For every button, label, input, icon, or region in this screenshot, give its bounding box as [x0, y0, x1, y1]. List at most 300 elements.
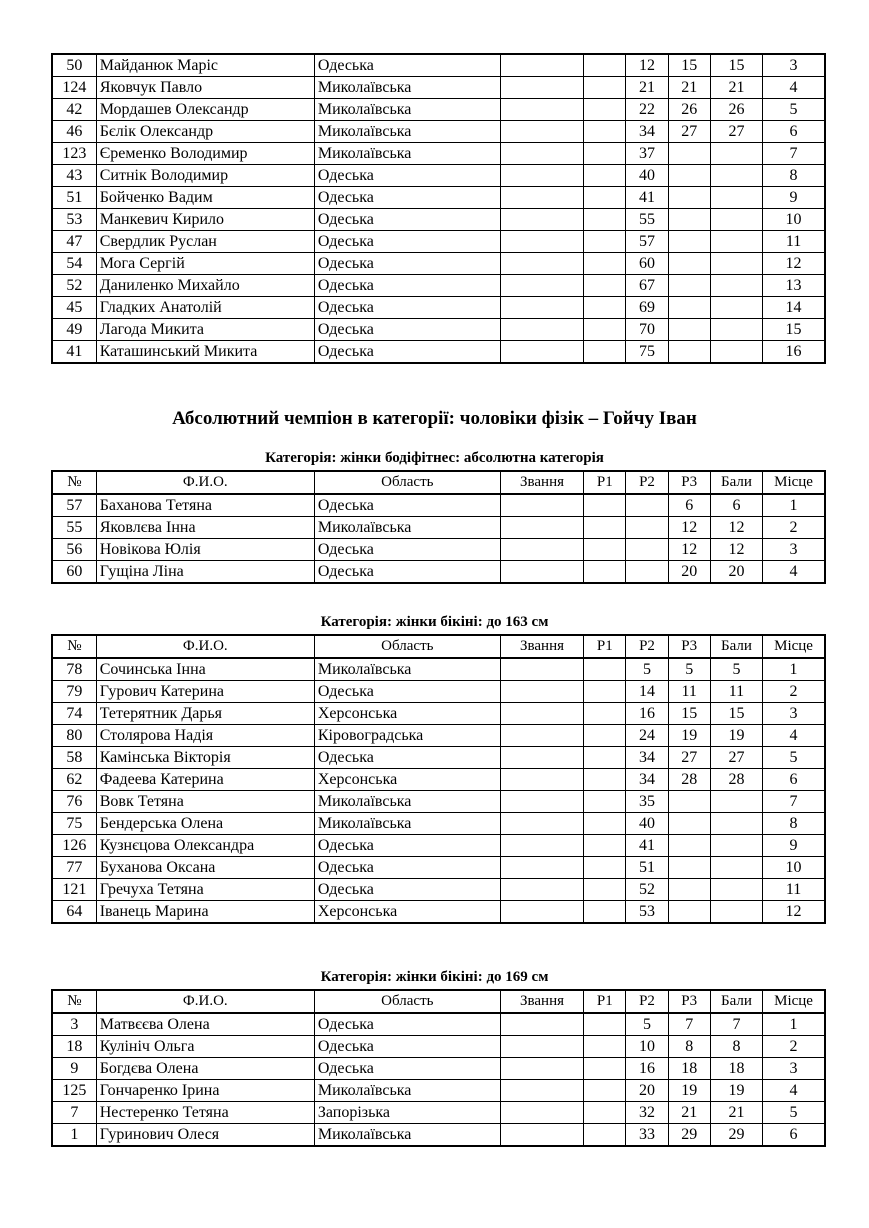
- cell-rank: [500, 813, 583, 835]
- cell-region: Одеська: [314, 879, 500, 901]
- cell-name: Матвєєва Олена: [96, 1013, 314, 1036]
- cell-r3: 15: [668, 54, 710, 77]
- cell-r2: 10: [626, 1036, 668, 1058]
- cell-name: Вовк Тетяна: [96, 791, 314, 813]
- table-row: [52, 561, 825, 584]
- cell-place: 4: [763, 561, 825, 584]
- cell-number: 53: [52, 209, 96, 231]
- cell-place: 3: [763, 703, 825, 725]
- header-r3: Р3: [668, 635, 710, 658]
- cell-points: 15: [710, 703, 762, 725]
- cell-region: Миколаївська: [314, 121, 500, 143]
- cell-region: Миколаївська: [314, 658, 500, 681]
- cell-region: Одеська: [314, 1036, 500, 1058]
- table-row: [52, 725, 825, 747]
- cell-rank: [500, 121, 583, 143]
- cell-r3: 28: [668, 769, 710, 791]
- cell-r3: 21: [668, 77, 710, 99]
- cell-number: 3: [52, 1013, 96, 1036]
- cell-r1: [584, 54, 626, 77]
- cell-r1: [584, 99, 626, 121]
- cell-region: Миколаївська: [314, 99, 500, 121]
- cell-region: Херсонська: [314, 769, 500, 791]
- cell-number: 56: [52, 539, 96, 561]
- cell-rank: [500, 1036, 583, 1058]
- cell-r3: [668, 253, 710, 275]
- cell-place: 4: [763, 1080, 825, 1102]
- table-row: [52, 99, 825, 121]
- cell-region: Миколаївська: [314, 77, 500, 99]
- cell-rank: [500, 1124, 583, 1147]
- table-row: [52, 187, 825, 209]
- cell-r2: 41: [626, 187, 668, 209]
- cell-number: 79: [52, 681, 96, 703]
- cell-number: 124: [52, 77, 96, 99]
- cell-place: 11: [763, 879, 825, 901]
- cell-r1: [584, 1036, 626, 1058]
- cell-r3: 8: [668, 1036, 710, 1058]
- cell-number: 121: [52, 879, 96, 901]
- cell-r3: [668, 901, 710, 924]
- cell-name: Мога Сергій: [96, 253, 314, 275]
- cell-r1: [584, 703, 626, 725]
- header-number: №: [52, 990, 96, 1013]
- cell-number: 18: [52, 1036, 96, 1058]
- cell-rank: [500, 209, 583, 231]
- cell-name: Гончаренко Ірина: [96, 1080, 314, 1102]
- table-row: [52, 1013, 825, 1036]
- header-r1: Р1: [584, 990, 626, 1013]
- results-table-bikini-163: [51, 634, 826, 924]
- cell-number: 76: [52, 791, 96, 813]
- cell-place: 1: [763, 494, 825, 517]
- cell-points: [710, 319, 762, 341]
- cell-r2: 75: [626, 341, 668, 364]
- header-region: Область: [314, 635, 500, 658]
- cell-rank: [500, 297, 583, 319]
- header-rank: Звання: [500, 990, 583, 1013]
- table-header-row: [52, 635, 825, 658]
- cell-points: 5: [710, 658, 762, 681]
- cell-place: 8: [763, 813, 825, 835]
- cell-number: 50: [52, 54, 96, 77]
- cell-r1: [584, 1102, 626, 1124]
- cell-place: 3: [763, 1058, 825, 1080]
- cell-points: 27: [710, 747, 762, 769]
- cell-region: Миколаївська: [314, 1080, 500, 1102]
- cell-r3: [668, 297, 710, 319]
- table-row: [52, 297, 825, 319]
- results-table-bikini-169: [51, 989, 826, 1147]
- cell-number: 123: [52, 143, 96, 165]
- cell-place: 5: [763, 747, 825, 769]
- cell-r2: [626, 561, 668, 584]
- cell-name: Гурович Катерина: [96, 681, 314, 703]
- cell-r3: 19: [668, 725, 710, 747]
- cell-region: Миколаївська: [314, 143, 500, 165]
- cell-place: 2: [763, 517, 825, 539]
- table-row: [52, 143, 825, 165]
- cell-r3: 12: [668, 539, 710, 561]
- cell-r2: 33: [626, 1124, 668, 1147]
- cell-number: 45: [52, 297, 96, 319]
- cell-points: 8: [710, 1036, 762, 1058]
- cell-number: 75: [52, 813, 96, 835]
- cell-r2: 69: [626, 297, 668, 319]
- table-header-row: [52, 990, 825, 1013]
- cell-region: Запорізька: [314, 1102, 500, 1124]
- cell-rank: [500, 77, 583, 99]
- cell-name: Яковчук Павло: [96, 77, 314, 99]
- cell-r3: [668, 187, 710, 209]
- cell-r2: 67: [626, 275, 668, 297]
- cell-name: Гущіна Ліна: [96, 561, 314, 584]
- cell-name: Сочинська Інна: [96, 658, 314, 681]
- cell-name: Бойченко Вадим: [96, 187, 314, 209]
- category-title-bikini-163: Категорія: жінки бікіні: до 163 см: [320, 614, 549, 630]
- cell-rank: [500, 253, 583, 275]
- cell-r1: [584, 275, 626, 297]
- cell-points: [710, 231, 762, 253]
- cell-place: 8: [763, 165, 825, 187]
- cell-r1: [584, 231, 626, 253]
- cell-r3: [668, 341, 710, 364]
- cell-points: 12: [710, 539, 762, 561]
- cell-name: Богдєва Олена: [96, 1058, 314, 1080]
- table-row: [52, 209, 825, 231]
- cell-place: 2: [763, 681, 825, 703]
- cell-place: 12: [763, 253, 825, 275]
- cell-r1: [584, 1013, 626, 1036]
- cell-name: Буханова Оксана: [96, 857, 314, 879]
- cell-points: 19: [710, 1080, 762, 1102]
- cell-number: 43: [52, 165, 96, 187]
- cell-r3: 7: [668, 1013, 710, 1036]
- cell-r2: 34: [626, 747, 668, 769]
- cell-points: [710, 275, 762, 297]
- cell-name: Кузнєцова Олександра: [96, 835, 314, 857]
- cell-rank: [500, 231, 583, 253]
- cell-r1: [584, 561, 626, 584]
- cell-number: 42: [52, 99, 96, 121]
- cell-name: Ситнік Володимир: [96, 165, 314, 187]
- cell-r2: 51: [626, 857, 668, 879]
- table-row: [52, 1036, 825, 1058]
- cell-name: Мордашев Олександр: [96, 99, 314, 121]
- table-row: [52, 121, 825, 143]
- category-title-bikini-169: Категорія: жінки бікіні: до 169 см: [320, 969, 549, 985]
- cell-points: 21: [710, 1102, 762, 1124]
- cell-place: 3: [763, 54, 825, 77]
- cell-r2: [626, 539, 668, 561]
- cell-points: [710, 813, 762, 835]
- cell-place: 15: [763, 319, 825, 341]
- cell-region: Одеська: [314, 319, 500, 341]
- cell-points: [710, 901, 762, 924]
- cell-name: Даниленко Михайло: [96, 275, 314, 297]
- table-row: [52, 275, 825, 297]
- cell-name: Камінська Вікторія: [96, 747, 314, 769]
- table-row: [52, 231, 825, 253]
- cell-name: Єременко Володимир: [96, 143, 314, 165]
- cell-place: 5: [763, 99, 825, 121]
- cell-r1: [584, 341, 626, 364]
- table-row: [52, 681, 825, 703]
- cell-number: 62: [52, 769, 96, 791]
- cell-name: Майданюк Маріс: [96, 54, 314, 77]
- results-table-men-physique: [51, 53, 826, 364]
- cell-rank: [500, 769, 583, 791]
- cell-rank: [500, 99, 583, 121]
- cell-r1: [584, 165, 626, 187]
- cell-r3: 18: [668, 1058, 710, 1080]
- cell-r2: 14: [626, 681, 668, 703]
- results-table-bodyfitness: [51, 470, 826, 584]
- table-header-row: [52, 471, 825, 494]
- cell-rank: [500, 791, 583, 813]
- cell-place: 6: [763, 769, 825, 791]
- cell-points: 6: [710, 494, 762, 517]
- cell-region: Одеська: [314, 539, 500, 561]
- cell-place: 1: [763, 1013, 825, 1036]
- cell-rank: [500, 901, 583, 924]
- cell-name: Гладких Анатолій: [96, 297, 314, 319]
- cell-name: Фадеева Катерина: [96, 769, 314, 791]
- cell-rank: [500, 539, 583, 561]
- cell-r2: 16: [626, 703, 668, 725]
- cell-r3: [668, 231, 710, 253]
- cell-points: [710, 187, 762, 209]
- cell-name: Іванець Марина: [96, 901, 314, 924]
- cell-points: 12: [710, 517, 762, 539]
- cell-region: Миколаївська: [314, 791, 500, 813]
- cell-place: 4: [763, 77, 825, 99]
- cell-name: Нестеренко Тетяна: [96, 1102, 314, 1124]
- cell-points: [710, 143, 762, 165]
- cell-r2: 40: [626, 813, 668, 835]
- cell-r1: [584, 253, 626, 275]
- cell-r1: [584, 539, 626, 561]
- cell-points: 26: [710, 99, 762, 121]
- cell-number: 46: [52, 121, 96, 143]
- cell-rank: [500, 1102, 583, 1124]
- cell-rank: [500, 341, 583, 364]
- cell-number: 57: [52, 494, 96, 517]
- table-row: [52, 835, 825, 857]
- cell-r2: [626, 494, 668, 517]
- cell-r1: [584, 494, 626, 517]
- cell-r3: [668, 857, 710, 879]
- cell-r2: 70: [626, 319, 668, 341]
- cell-name: Столярова Надія: [96, 725, 314, 747]
- cell-number: 77: [52, 857, 96, 879]
- cell-number: 60: [52, 561, 96, 584]
- header-r1: Р1: [584, 471, 626, 494]
- cell-name: Гуринович Олеся: [96, 1124, 314, 1147]
- table-row: [52, 1124, 825, 1147]
- cell-rank: [500, 747, 583, 769]
- header-r2: Р2: [626, 990, 668, 1013]
- cell-region: Одеська: [314, 165, 500, 187]
- cell-r2: 16: [626, 1058, 668, 1080]
- cell-number: 51: [52, 187, 96, 209]
- cell-rank: [500, 494, 583, 517]
- cell-points: 15: [710, 54, 762, 77]
- table-row: [52, 791, 825, 813]
- header-number: №: [52, 471, 96, 494]
- cell-region: Одеська: [314, 209, 500, 231]
- cell-r2: 52: [626, 879, 668, 901]
- cell-r3: [668, 835, 710, 857]
- cell-place: 16: [763, 341, 825, 364]
- cell-r2: 12: [626, 54, 668, 77]
- cell-r1: [584, 1124, 626, 1147]
- cell-name: Баханова Тетяна: [96, 494, 314, 517]
- cell-r2: 20: [626, 1080, 668, 1102]
- table-row: [52, 769, 825, 791]
- cell-r2: 35: [626, 791, 668, 813]
- cell-name: Бєлік Олександр: [96, 121, 314, 143]
- cell-points: [710, 341, 762, 364]
- cell-r2: 22: [626, 99, 668, 121]
- cell-points: 21: [710, 77, 762, 99]
- cell-rank: [500, 561, 583, 584]
- cell-place: 6: [763, 1124, 825, 1147]
- cell-r1: [584, 121, 626, 143]
- table-row: [52, 77, 825, 99]
- header-points: Бали: [710, 990, 762, 1013]
- cell-place: 4: [763, 725, 825, 747]
- cell-r3: 27: [668, 747, 710, 769]
- cell-r2: [626, 517, 668, 539]
- cell-points: [710, 165, 762, 187]
- cell-r2: 34: [626, 769, 668, 791]
- table-body: [52, 658, 825, 923]
- cell-r3: [668, 165, 710, 187]
- cell-r2: 24: [626, 725, 668, 747]
- cell-r3: [668, 879, 710, 901]
- table-row: [52, 901, 825, 924]
- table-row: [52, 341, 825, 364]
- cell-points: 27: [710, 121, 762, 143]
- cell-r2: 21: [626, 77, 668, 99]
- cell-region: Херсонська: [314, 703, 500, 725]
- cell-r2: 40: [626, 165, 668, 187]
- cell-r1: [584, 725, 626, 747]
- cell-r3: 12: [668, 517, 710, 539]
- cell-place: 5: [763, 1102, 825, 1124]
- cell-r3: 19: [668, 1080, 710, 1102]
- header-name: Ф.И.О.: [96, 635, 314, 658]
- cell-number: 9: [52, 1058, 96, 1080]
- cell-number: 1: [52, 1124, 96, 1147]
- cell-r3: [668, 143, 710, 165]
- cell-name: Свердлик Руслан: [96, 231, 314, 253]
- header-r1: Р1: [584, 635, 626, 658]
- cell-number: 47: [52, 231, 96, 253]
- table-row: [52, 879, 825, 901]
- table-row: [52, 517, 825, 539]
- cell-r2: 53: [626, 901, 668, 924]
- cell-r1: [584, 835, 626, 857]
- cell-r2: 34: [626, 121, 668, 143]
- cell-r1: [584, 209, 626, 231]
- cell-rank: [500, 681, 583, 703]
- cell-points: [710, 791, 762, 813]
- cell-number: 49: [52, 319, 96, 341]
- cell-r1: [584, 813, 626, 835]
- cell-points: [710, 879, 762, 901]
- cell-region: Кіровоградська: [314, 725, 500, 747]
- header-r3: Р3: [668, 471, 710, 494]
- table-row: [52, 1080, 825, 1102]
- cell-number: 58: [52, 747, 96, 769]
- table-row: [52, 747, 825, 769]
- cell-points: 28: [710, 769, 762, 791]
- header-region: Область: [314, 471, 500, 494]
- cell-r1: [584, 187, 626, 209]
- header-rank: Звання: [500, 635, 583, 658]
- cell-place: 9: [763, 835, 825, 857]
- cell-rank: [500, 1013, 583, 1036]
- cell-region: Одеська: [314, 835, 500, 857]
- cell-number: 55: [52, 517, 96, 539]
- cell-place: 1: [763, 658, 825, 681]
- cell-region: Херсонська: [314, 901, 500, 924]
- table-body: [52, 1013, 825, 1146]
- table-row: [52, 1058, 825, 1080]
- cell-r1: [584, 879, 626, 901]
- table-row: [52, 319, 825, 341]
- cell-place: 9: [763, 187, 825, 209]
- cell-points: [710, 253, 762, 275]
- header-points: Бали: [710, 471, 762, 494]
- cell-points: 7: [710, 1013, 762, 1036]
- cell-r2: 32: [626, 1102, 668, 1124]
- cell-points: 20: [710, 561, 762, 584]
- table-row: [52, 54, 825, 77]
- cell-r3: [668, 813, 710, 835]
- cell-r1: [584, 901, 626, 924]
- cell-r3: 6: [668, 494, 710, 517]
- cell-r3: 29: [668, 1124, 710, 1147]
- table-row: [52, 539, 825, 561]
- cell-r3: [668, 209, 710, 231]
- cell-r1: [584, 319, 626, 341]
- cell-points: 18: [710, 1058, 762, 1080]
- cell-number: 52: [52, 275, 96, 297]
- table-body: [52, 494, 825, 583]
- cell-place: 13: [763, 275, 825, 297]
- cell-rank: [500, 703, 583, 725]
- cell-place: 3: [763, 539, 825, 561]
- cell-name: Новікова Юлія: [96, 539, 314, 561]
- category-title-bodyfitness: Категорія: жінки бодіфітнес: абсолютна категорія: [265, 450, 604, 466]
- cell-points: 29: [710, 1124, 762, 1147]
- cell-r1: [584, 681, 626, 703]
- cell-place: 10: [763, 209, 825, 231]
- cell-number: 64: [52, 901, 96, 924]
- cell-number: 41: [52, 341, 96, 364]
- table-row: [52, 813, 825, 835]
- cell-place: 11: [763, 231, 825, 253]
- cell-region: Одеська: [314, 561, 500, 584]
- cell-rank: [500, 1080, 583, 1102]
- cell-points: [710, 835, 762, 857]
- header-rank: Звання: [500, 471, 583, 494]
- table-row: [52, 857, 825, 879]
- cell-number: 74: [52, 703, 96, 725]
